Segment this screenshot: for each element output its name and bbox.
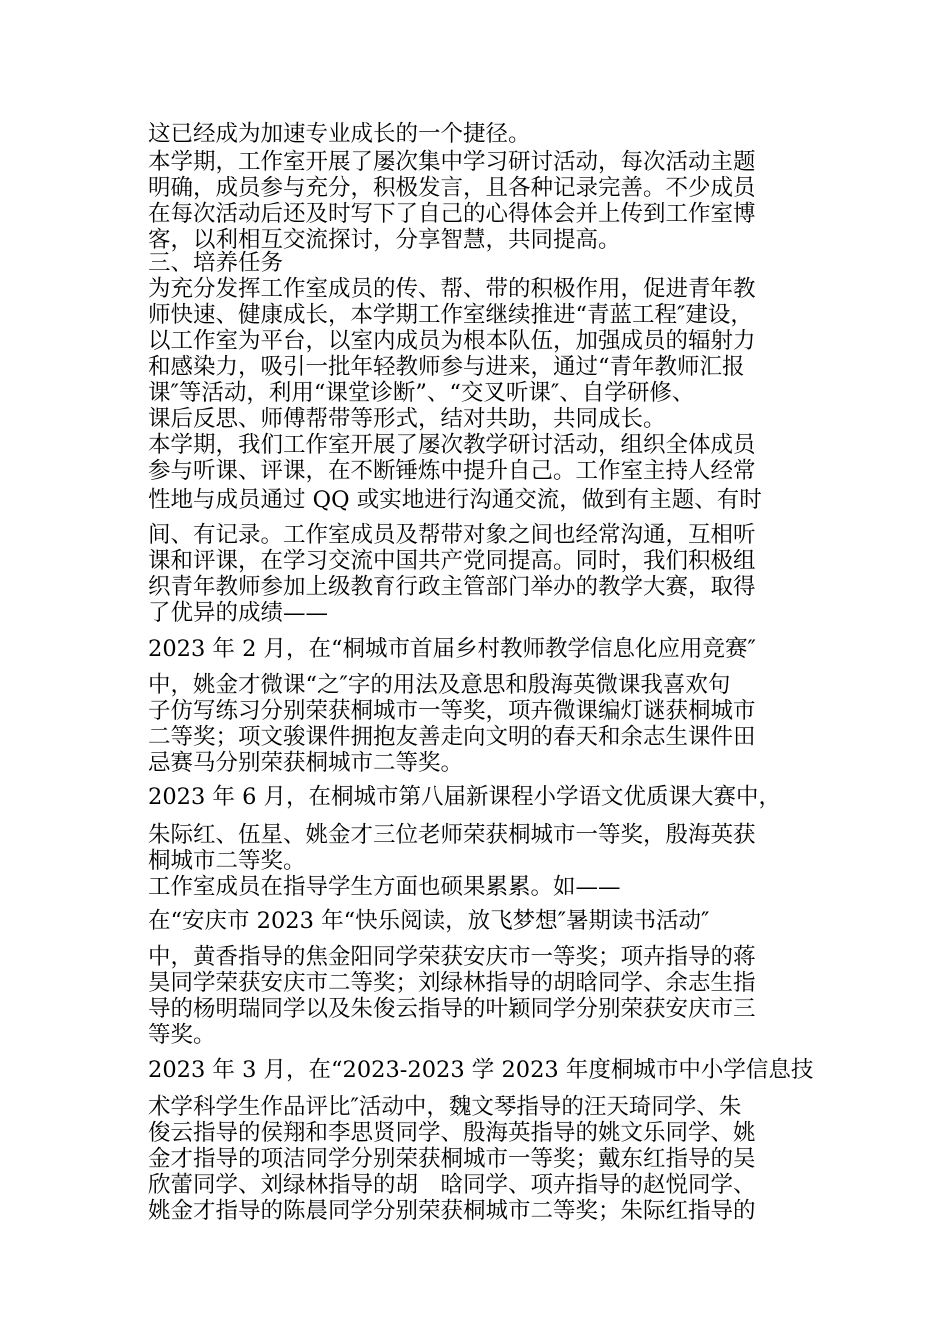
text-line: 姚金才指导的陈晨同学分别荣获桐城市二等奖；朱际红指导的 [148, 1198, 756, 1224]
text-line: 师快速、健康成长，本学期工作室继续推进“青蓝工程″建设， [148, 302, 753, 328]
text-line: 欣蕾同学、刘绿林指导的胡 晗同学、项卉指导的赵悦同学、 [148, 1172, 756, 1198]
text-line: 以工作室为平台，以室内成员为根本队伍，加强成员的辐射力 [148, 328, 756, 354]
text-line: 明确，成员参与充分，积极发言，且各种记录完善。不少成员 [148, 175, 756, 201]
text-line: 和感染力，吸引一批年轻教师参与进来，通过“青年教师汇报 [148, 354, 745, 380]
text-line: 参与听课、评课，在不断锤炼中提升自己。工作室主持人经常 [148, 458, 756, 484]
text-line: 客，以利相互交流探讨，分享智慧，共同提高。 [148, 227, 621, 253]
text-line: 中，黄香指导的焦金阳同学荣获安庆市一等奖；项卉指导的蒋 [148, 944, 756, 970]
section-heading: 三、培养任务 [148, 250, 284, 276]
text-line: 朱际红、伍星、姚金才三位老师荣获桐城市一等奖，殷海英获 [148, 822, 756, 848]
text-line: 金才指导的项洁同学分别荣获桐城市一等奖；戴东红指导的吴 [148, 1146, 756, 1172]
text-line: 课后反思、师傅帮带等形式，结对共助，共同成长。 [148, 406, 666, 432]
text-line: 课和评课，在学习交流中国共产党同提高。同时，我们积极组 [148, 548, 756, 574]
text-line: 2023 年 3 月，在“2023-2023 学 2023 年度桐城市中小学信息技 [148, 1057, 814, 1083]
text-line: 织青年教师参加上级教育行政主管部门举办的教学大赛，取得 [148, 574, 756, 600]
text-line: 课″等活动，利用“课堂诊断”、“交叉听课″、自学研修、 [148, 380, 695, 406]
text-line: 桐城市二等奖。 [148, 848, 306, 874]
text-line: 为充分发挥工作室成员的传、帮、带的积极作用，促进青年教 [148, 276, 756, 302]
text-line: 术学科学生作品评比″活动中，魏文琴指导的汪天琦同学、朱 [148, 1094, 742, 1120]
text-line: 俊云指导的侯翔和李思贤同学、殷海英指导的姚文乐同学、姚 [148, 1120, 756, 1146]
text-line: 工作室成员在指导学生方面也硕果累累。如—— [148, 874, 621, 900]
text-line: 性地与成员通过 QQ 或实地进行沟通交流，做到有主题、有时 [148, 487, 762, 513]
text-line: 这已经成为加速专业成长的一个捷径。 [148, 121, 531, 147]
text-line: 本学期，工作室开展了屡次集中学习研讨活动，每次活动主题 [148, 149, 756, 175]
text-line: 中，姚金才微课“之″字的用法及意思和殷海英微课我喜欢句 [148, 672, 731, 698]
text-line: 子仿写练习分别荣获桐城市一等奖，项卉微课编灯谜获桐城市 [148, 698, 756, 724]
text-line: 昊同学荣获安庆市二等奖；刘绿林指导的胡晗同学、余志生指 [148, 970, 756, 996]
text-line: 二等奖；项文骏课件拥抱友善走向文明的春天和余志生课件田 [148, 724, 756, 750]
text-line: 2023 年 2 月，在“桐城市首届乡村教师教学信息化应用竞赛″ [148, 636, 756, 662]
text-line: 导的杨明瑞同学以及朱俊云指导的叶颖同学分别荣获安庆市三 [148, 996, 756, 1022]
text-line: 在每次活动后还及时写下了自己的心得体会并上传到工作室博 [148, 201, 756, 227]
text-line: 等奖。 [148, 1022, 216, 1048]
text-line: 本学期，我们工作室开展了屡次教学研讨活动，组织全体成员 [148, 432, 756, 458]
text-line: 间、有记录。工作室成员及帮带对象之间也经常沟通，互相听 [148, 522, 756, 548]
text-line: 2023 年 6 月，在桐城市第八届新课程小学语文优质课大赛中， [148, 784, 782, 810]
text-line: 忌赛马分别荣获桐城市二等奖。 [148, 750, 464, 776]
text-line: 了优异的成绩—— [148, 600, 329, 626]
text-line: 在“安庆市 2023 年“快乐阅读，放飞梦想″暑期读书活动″ [148, 908, 710, 934]
